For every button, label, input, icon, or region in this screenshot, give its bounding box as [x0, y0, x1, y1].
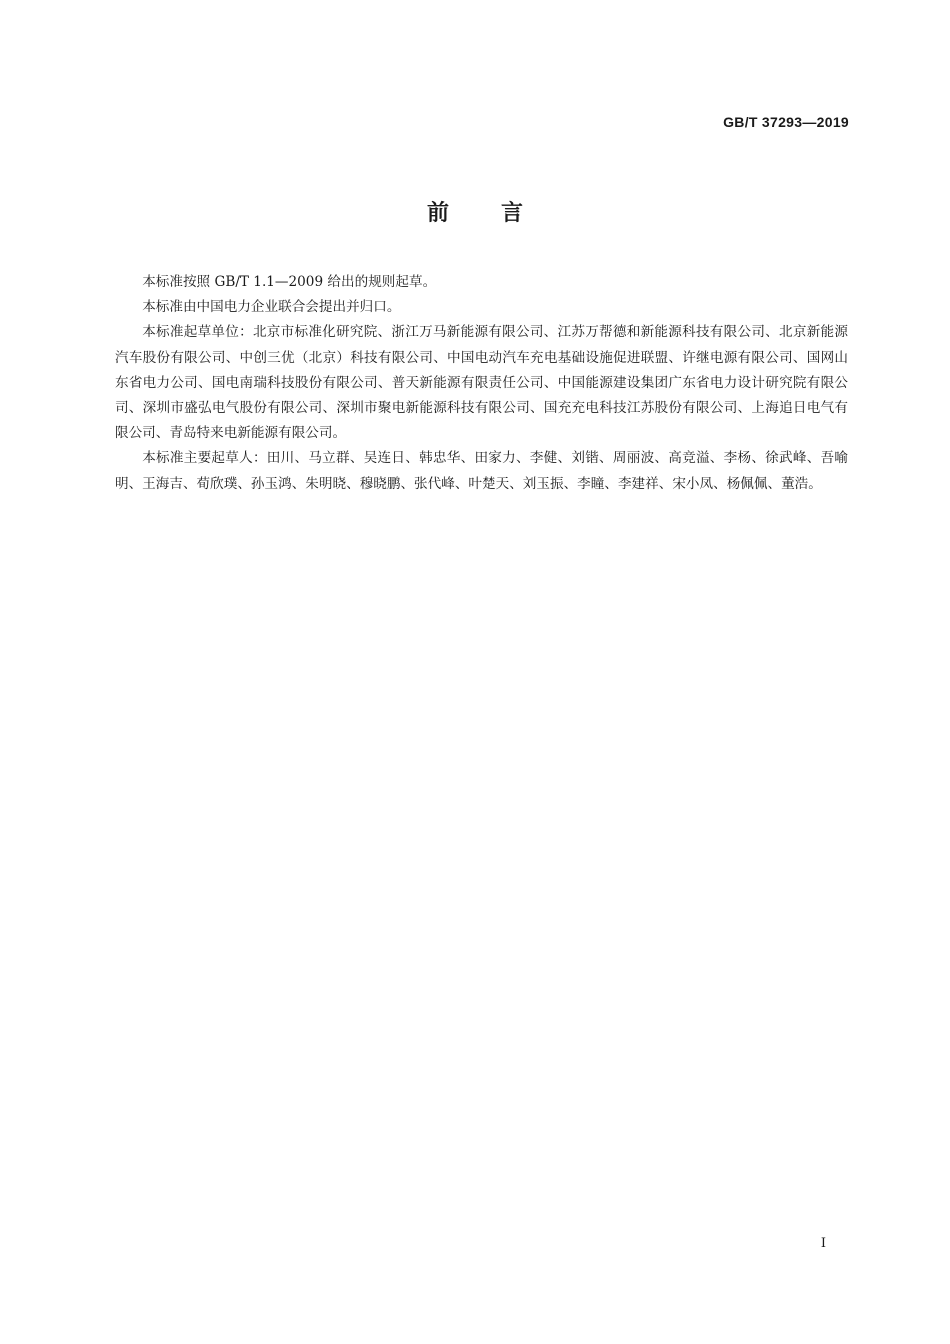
standard-number: GB/T 37293—2019 — [723, 114, 849, 130]
title-char-2: 言 — [501, 201, 524, 226]
foreword-body — [115, 270, 848, 497]
title-char-1: 前 — [426, 201, 449, 226]
paragraph-drafting-rules: 本标准按照 GB/T 1.1—2009 给出的规则起草。 — [142, 274, 437, 290]
paragraph-drafting-units: 本标准起草单位：北京市标准化研究院、浙江万马新能源有限公司、江苏万帮德和新能源科技有限公司、北京新能源汽车股份有限公司、中创三优（北京）科技有限公司、中国电动汽车充电基础设施促进联盟、许继电源有限公司、国网山东省电力公司、国电南瑞科技股份有限公司、普天新能源有限责任公司、中国能源建设集团广东省电力设计研究院有限公司、深圳市盛弘电气股份有限公司、深圳市聚电新能源科技有限公司、国充充电科技江苏股份有限公司、上海追日电气有限公司、青岛特来电新能源有限公司。 — [115, 324, 848, 442]
page-title — [0, 196, 950, 227]
paragraph-drafters: 本标准主要起草人：田川、马立群、吴连日、韩忠华、田家力、李健、刘锴、周丽波、高竞溢、李杨、徐武峰、吾喻明、王海吉、荀欣璞、孙玉鸿、朱明晓、穆晓鹏、张代峰、叶楚天、刘玉振、李瞳、李建祥、宋小凤、杨佩佩、董浩。 — [115, 450, 848, 492]
page-number: I — [820, 1236, 826, 1251]
paragraph-proposer: 本标准由中国电力企业联合会提出并归口。 — [142, 299, 401, 316]
